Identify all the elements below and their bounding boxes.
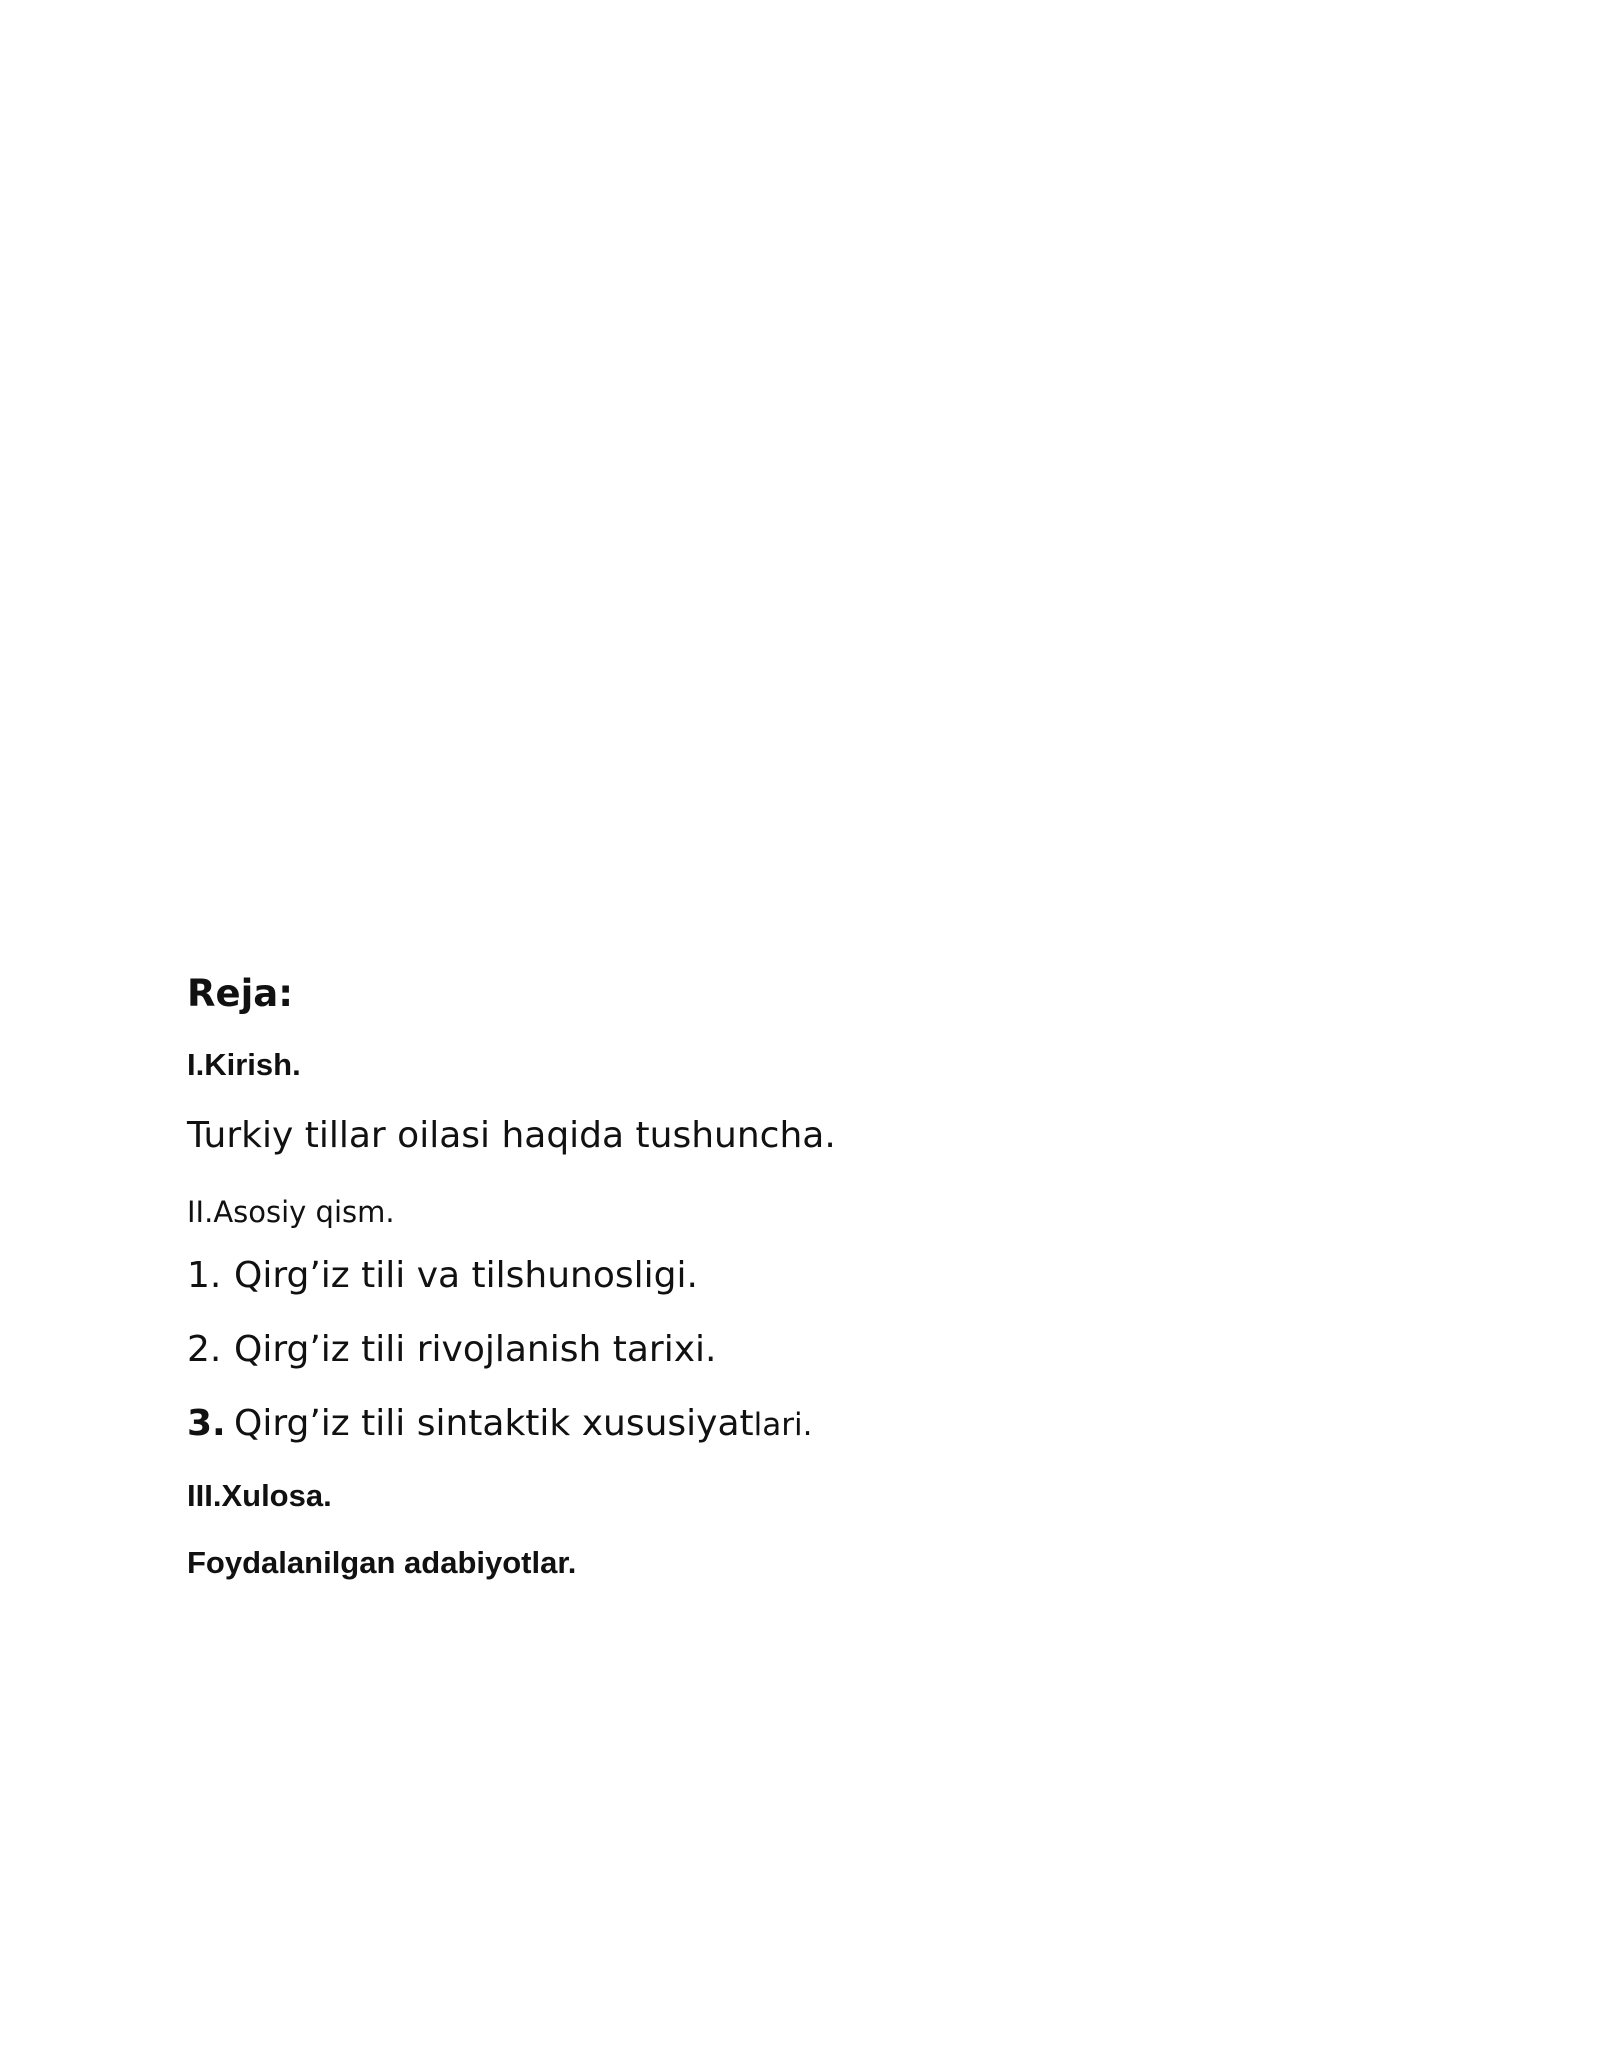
references-heading: Foydalanilgan adabiyotlar. <box>187 1545 577 1580</box>
list-item <box>187 1402 812 1445</box>
list-item-text: Qirg’iz tili sintaktik xususiyat <box>234 1403 754 1444</box>
list-item-text: Qirg’iz tili va tilshunosligi. <box>234 1255 698 1296</box>
plan-title: Reja: <box>187 972 294 1015</box>
list-item <box>187 1328 716 1371</box>
list-item-text: Qirg’iz tili rivojlanish tarixi. <box>234 1329 717 1370</box>
conclusion-heading: III.Xulosa. <box>187 1478 332 1513</box>
intro-heading: I.Kirish. <box>187 1047 301 1082</box>
list-item-number: 1. <box>187 1255 222 1296</box>
list-item-number: 3. <box>187 1403 226 1444</box>
list-item-text-suffix: lari. <box>753 1407 813 1443</box>
intro-text: Turkiy tillar oilasi haqida tushuncha. <box>187 1115 836 1156</box>
list-item <box>187 1254 698 1297</box>
main-heading: II.Asosiy qism. <box>187 1195 395 1229</box>
list-item-number: 2. <box>187 1329 222 1370</box>
